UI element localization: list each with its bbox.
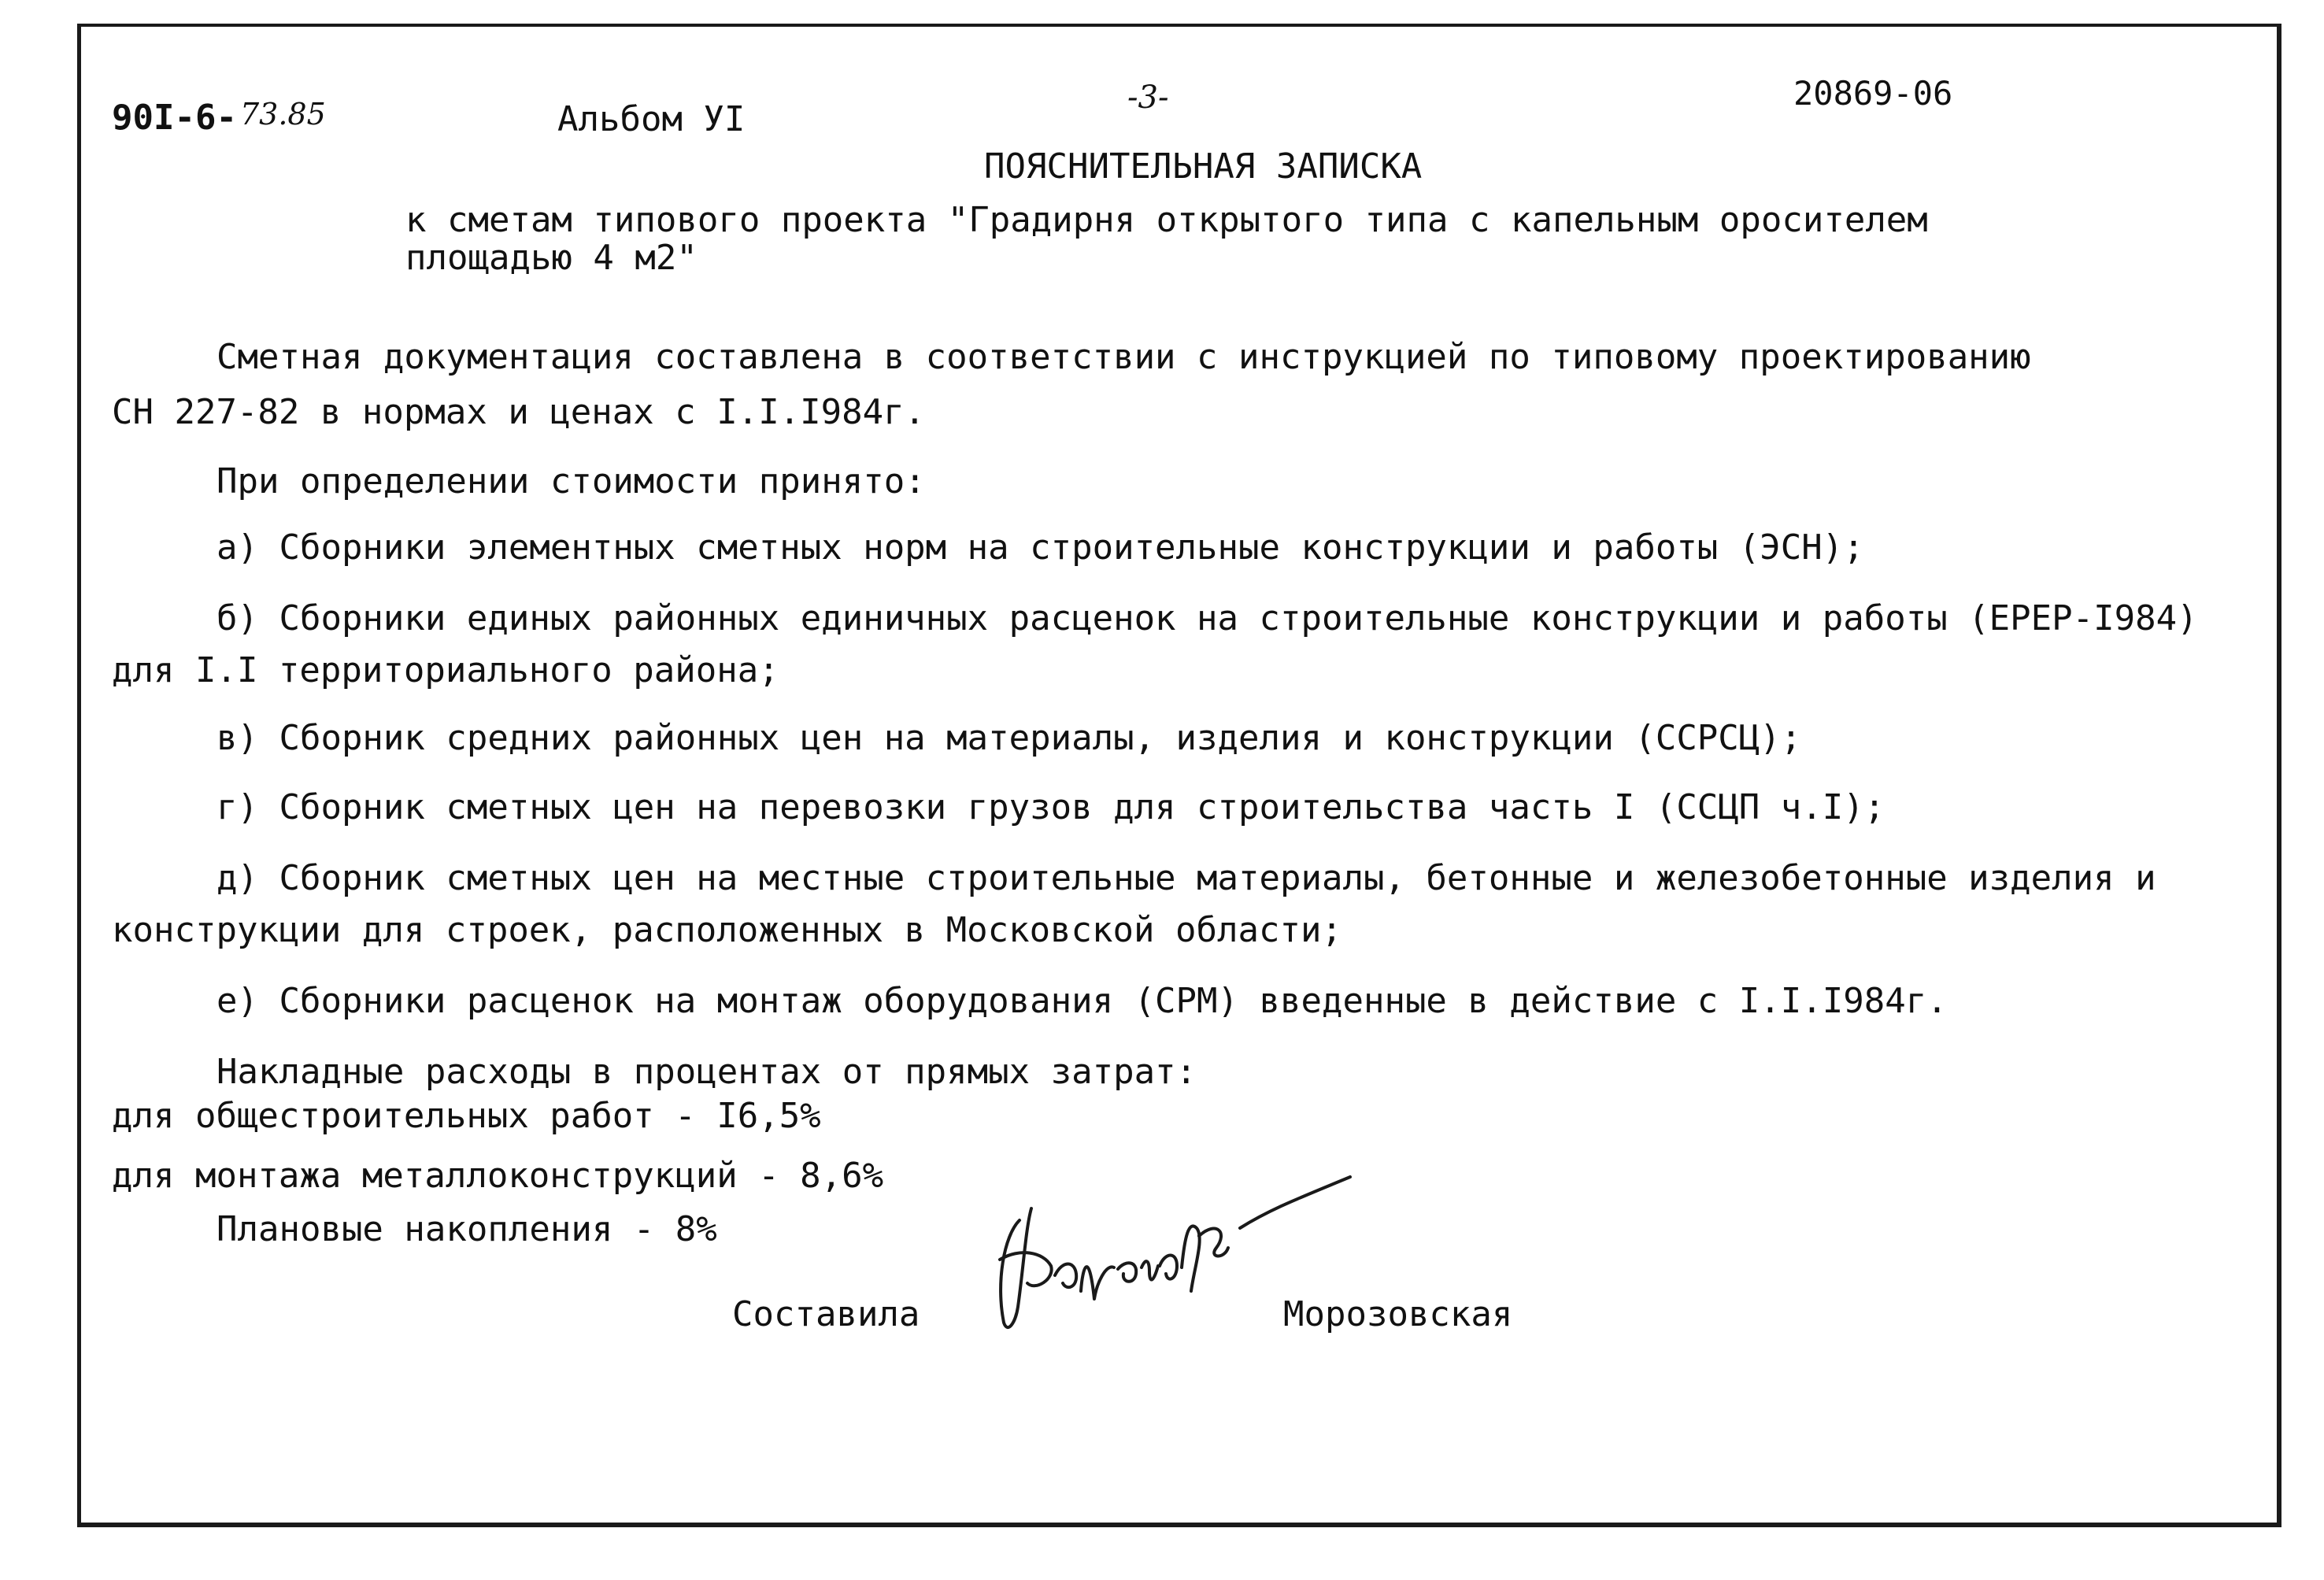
list-item-a: а) Сборники элементных сметных норм на строительные конструкции и работы (ЭСН); <box>216 527 1864 568</box>
signature-label: Составила <box>732 1294 920 1334</box>
subtitle-line-1: к сметам типового проекта "Градирня открытого типа с капельным оросителем <box>405 200 1928 240</box>
para-1-line-1: Сметная документация составлена в соответствии с инструкцией по типовому проектированию <box>216 337 2031 377</box>
overhead-intro: Накладные расходы в процентах от прямых затрат: <box>216 1052 1197 1092</box>
list-item-e: е) Сборники расценок на монтаж оборудования (СРМ) введенные в действие с I.I.I984г. <box>216 981 1948 1021</box>
overhead-metal: для монтажа металлоконструкций - 8,6% <box>112 1156 884 1196</box>
list-item-b-line-2: для I.I территориального района; <box>112 650 779 690</box>
doc-number: 20869-06 <box>1793 74 1953 113</box>
page-number: -3- <box>1127 80 1169 116</box>
signer-name: Морозовская <box>1283 1294 1513 1334</box>
list-item-g: г) Сборник сметных цен на перевозки грузов для строительства часть I (ССЦП ч.I); <box>216 787 1885 827</box>
doc-code-handwritten: 73.85 <box>240 97 326 131</box>
page-title: ПОЯСНИТЕЛЬНАЯ ЗАПИСКА <box>984 146 1423 187</box>
list-item-d-line-2: конструкции для строек, расположенных в Московской области; <box>112 910 1342 950</box>
planned-savings: Плановые накопления - 8% <box>216 1209 717 1249</box>
list-item-d-line-1: д) Сборник сметных цен на местные строительные материалы, бетонные и железобетонные изделия и <box>216 858 2156 898</box>
doc-code-prefix: 90I-6- <box>112 98 237 138</box>
list-item-v: в) Сборник средних районных цен на материалы, изделия и конструкции (ССРСЦ); <box>216 718 1802 758</box>
album-label: Альбом УI <box>557 99 746 139</box>
overhead-general: для общестроительных работ - I6,5% <box>112 1096 821 1136</box>
para-1-line-2: СН 227-82 в нормах и ценах с I.I.I984г. <box>112 392 926 432</box>
subtitle-line-2: площадью 4 м2" <box>405 238 698 278</box>
para-2: При определении стоимости принято: <box>216 461 926 501</box>
list-item-b-line-1: б) Сборники единых районных единичных расценок на строительные конструкции и работы (ЕРЕР-I984) <box>216 598 2198 638</box>
